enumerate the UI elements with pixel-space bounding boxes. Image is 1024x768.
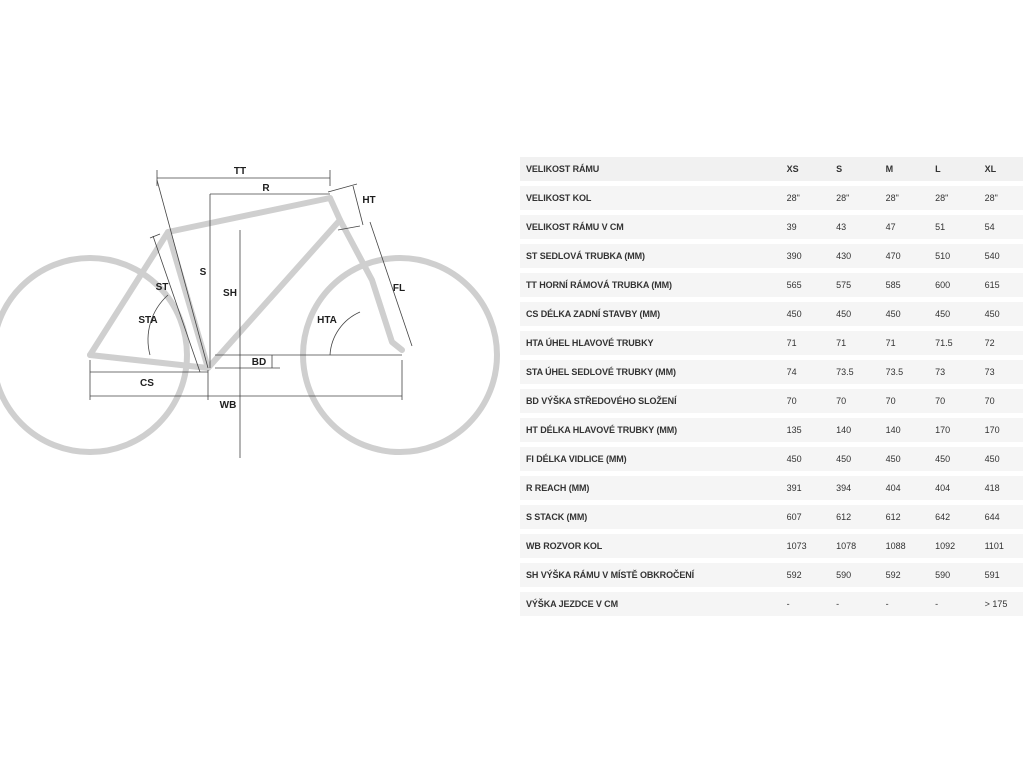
row-value: 28" xyxy=(886,186,935,210)
row-value: 1101 xyxy=(985,534,1023,558)
row-value: 70 xyxy=(787,389,836,413)
row-value: 73.5 xyxy=(836,360,885,384)
row-value: - xyxy=(836,592,885,616)
row-value: 73.5 xyxy=(886,360,935,384)
row-value: 390 xyxy=(787,244,836,268)
row-value: 450 xyxy=(886,302,935,326)
row-value: 71.5 xyxy=(935,331,984,355)
row-value: 590 xyxy=(935,563,984,587)
row-label: FI DÉLKA VIDLICE (MM) xyxy=(520,447,787,471)
row-value: 450 xyxy=(836,302,885,326)
row-value: 170 xyxy=(935,418,984,442)
row-value: 43 xyxy=(836,215,885,239)
row-value: 404 xyxy=(935,476,984,500)
table-row xyxy=(520,563,1023,587)
header-size: M xyxy=(886,157,935,181)
row-label: HT DÉLKA HLAVOVÉ TRUBKY (MM) xyxy=(520,418,787,442)
row-value: 418 xyxy=(985,476,1023,500)
row-value: 70 xyxy=(886,389,935,413)
label-tt: TT xyxy=(233,166,247,177)
row-value: 644 xyxy=(985,505,1023,529)
row-value: 71 xyxy=(787,331,836,355)
row-label: S STACK (MM) xyxy=(520,505,787,529)
row-label: HTA ÚHEL HLAVOVÉ TRUBKY xyxy=(520,331,787,355)
row-value: 28" xyxy=(985,186,1023,210)
row-value: 28" xyxy=(836,186,885,210)
row-label: STA ÚHEL SEDLOVÉ TRUBKY (MM) xyxy=(520,360,787,384)
row-value: 39 xyxy=(787,215,836,239)
row-label: WB ROZVOR KOL xyxy=(520,534,787,558)
row-value: - xyxy=(935,592,984,616)
row-label: VELIKOST RÁMU V CM xyxy=(520,215,787,239)
row-value: > 175 xyxy=(985,592,1023,616)
row-value: 565 xyxy=(787,273,836,297)
row-value: - xyxy=(886,592,935,616)
header-size: XL xyxy=(985,157,1023,181)
row-value: 430 xyxy=(836,244,885,268)
table-row xyxy=(520,592,1023,616)
table-row xyxy=(520,302,1023,326)
table-row xyxy=(520,186,1023,210)
label-s: S xyxy=(199,267,207,278)
row-value: - xyxy=(787,592,836,616)
row-value: 1078 xyxy=(836,534,885,558)
table-header-row xyxy=(520,157,1023,181)
table-row xyxy=(520,447,1023,471)
row-value: 592 xyxy=(787,563,836,587)
table-row xyxy=(520,534,1023,558)
geometry-table-body xyxy=(520,157,1023,616)
row-label: ST SEDLOVÁ TRUBKA (MM) xyxy=(520,244,787,268)
row-label: SH VÝŠKA RÁMU V MÍSTĚ OBKROČENÍ xyxy=(520,563,787,587)
row-value: 450 xyxy=(836,447,885,471)
row-value: 1092 xyxy=(935,534,984,558)
table-row xyxy=(520,360,1023,384)
row-label: VELIKOST KOL xyxy=(520,186,787,210)
row-value: 612 xyxy=(886,505,935,529)
row-value: 450 xyxy=(985,447,1023,471)
row-value: 51 xyxy=(935,215,984,239)
table-row xyxy=(520,418,1023,442)
row-label: CS DÉLKA ZADNÍ STAVBY (MM) xyxy=(520,302,787,326)
header-size: XS xyxy=(787,157,836,181)
row-value: 1088 xyxy=(886,534,935,558)
row-value: 74 xyxy=(787,360,836,384)
row-value: 71 xyxy=(836,331,885,355)
label-fl: FL xyxy=(392,283,406,294)
row-value: 591 xyxy=(985,563,1023,587)
row-value: 140 xyxy=(886,418,935,442)
row-value: 54 xyxy=(985,215,1023,239)
row-value: 70 xyxy=(935,389,984,413)
row-value: 607 xyxy=(787,505,836,529)
table-row xyxy=(520,244,1023,268)
row-value: 72 xyxy=(985,331,1023,355)
row-value: 391 xyxy=(787,476,836,500)
row-value: 600 xyxy=(935,273,984,297)
label-cs: CS xyxy=(140,378,154,389)
label-wb: WB xyxy=(219,400,237,411)
table-row xyxy=(520,273,1023,297)
row-value: 1073 xyxy=(787,534,836,558)
row-label: TT HORNÍ RÁMOVÁ TRUBKA (MM) xyxy=(520,273,787,297)
table-row xyxy=(520,331,1023,355)
header-size: S xyxy=(836,157,885,181)
row-value: 71 xyxy=(886,331,935,355)
row-value: 612 xyxy=(836,505,885,529)
label-ht: HT xyxy=(362,195,376,206)
row-value: 615 xyxy=(985,273,1023,297)
table-row xyxy=(520,215,1023,239)
row-value: 73 xyxy=(985,360,1023,384)
row-value: 450 xyxy=(935,302,984,326)
row-value: 450 xyxy=(935,447,984,471)
row-value: 394 xyxy=(836,476,885,500)
row-value: 540 xyxy=(985,244,1023,268)
table-row xyxy=(520,476,1023,500)
bike-frame xyxy=(90,198,402,368)
row-value: 450 xyxy=(886,447,935,471)
bike-geometry-diagram xyxy=(0,0,510,768)
row-label: BD VÝŠKA STŘEDOVÉHO SLOŽENÍ xyxy=(520,389,787,413)
geometry-table xyxy=(520,152,1023,621)
row-value: 140 xyxy=(836,418,885,442)
row-value: 73 xyxy=(935,360,984,384)
row-value: 510 xyxy=(935,244,984,268)
row-value: 450 xyxy=(985,302,1023,326)
header-size: L xyxy=(935,157,984,181)
table-row xyxy=(520,505,1023,529)
row-value: 575 xyxy=(836,273,885,297)
row-value: 642 xyxy=(935,505,984,529)
row-value: 47 xyxy=(886,215,935,239)
row-value: 585 xyxy=(886,273,935,297)
label-sta: STA xyxy=(138,315,158,326)
row-value: 170 xyxy=(985,418,1023,442)
label-sh: SH xyxy=(223,288,237,299)
label-r: R xyxy=(262,183,270,194)
row-label: VÝŠKA JEZDCE V CM xyxy=(520,592,787,616)
row-value: 450 xyxy=(787,302,836,326)
row-value: 404 xyxy=(886,476,935,500)
row-value: 590 xyxy=(836,563,885,587)
row-value: 28" xyxy=(787,186,836,210)
label-bd: BD xyxy=(251,357,267,368)
table-row xyxy=(520,389,1023,413)
label-hta: HTA xyxy=(317,315,337,326)
row-value: 135 xyxy=(787,418,836,442)
row-value: 70 xyxy=(985,389,1023,413)
row-value: 28" xyxy=(935,186,984,210)
row-value: 592 xyxy=(886,563,935,587)
label-st: ST xyxy=(155,282,169,293)
row-value: 70 xyxy=(836,389,885,413)
row-label: R REACH (MM) xyxy=(520,476,787,500)
header-label: VELIKOST RÁMU xyxy=(520,157,787,181)
row-value: 450 xyxy=(787,447,836,471)
row-value: 470 xyxy=(886,244,935,268)
